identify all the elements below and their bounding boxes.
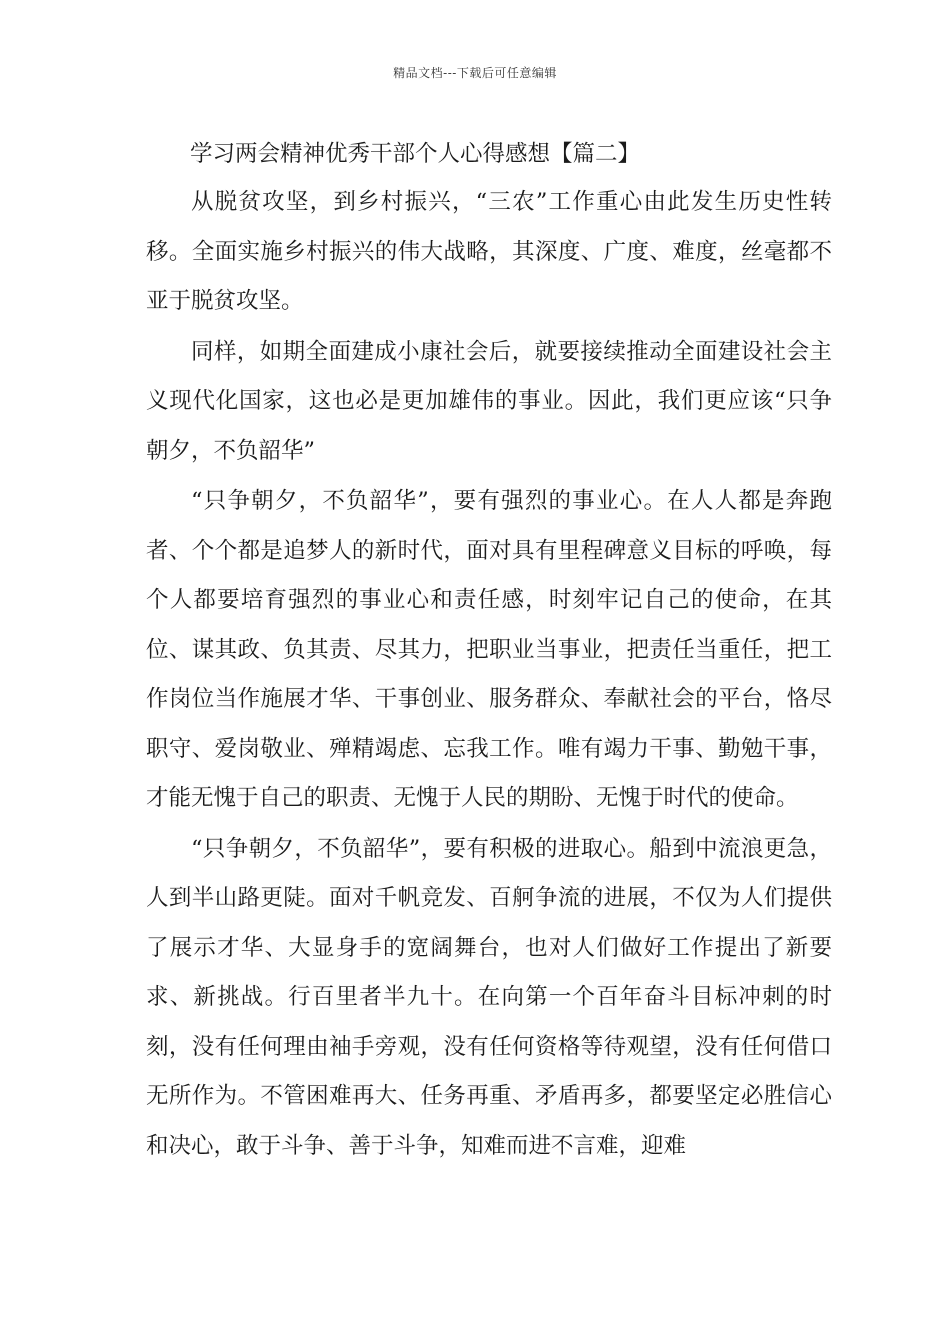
- paragraph: 同样，如期全面建成小康社会后，就要接续推动全面建设社会主义现代化国家，这也必是更加雄伟的事业。因此，我们更应该“只争朝夕，不负韶华”: [146, 338, 832, 464]
- paragraph: “只争朝夕，不负韶华”，要有积极的进取心。船到中流浪更急，人到半山路更陡。面对千帆竞发、百舸争流的进展，不仅为人们提供了展示才华、大显身手的宽阔舞台，也对人们做好工作提出了新要求、新挑战。行百里者半九十。在向第一个百年奋斗目标冲刺的时刻，没有任何理由袖手旁观，没有任何资格等待观望，没有任何借口无所作为。不管困难再大、任务再重、矛盾再多，都要坚定必胜信心和决心，敢于斗争、善于斗争，知难而进不言难，迎难: [146, 835, 832, 1159]
- page-header: 精品文档---下载后可任意编辑: [393, 66, 557, 80]
- paragraph: “只争朝夕，不负韶华”，要有强烈的事业心。在人人都是奔跑者、个个都是追梦人的新时代，面对具有里程碑意义目标的呼唤，每个人都要培育强烈的事业心和责任感，时刻牢记自己的使命，在其位、谋其政、负其责、尽其力，把职业当事业，把责任当重任，把工作岗位当作施展才华、干事创业、服务群众、奉献社会的平台，恪尽职守、爱岗敬业、殚精竭虑、忘我工作。唯有竭力干事、勤勉干事，才能无愧于自己的职责、无愧于人民的期盼、无愧于时代的使命。: [146, 488, 832, 811]
- paragraph: 从脱贫攻坚，到乡村振兴，“三农”工作重心由此发生历史性转移。全面实施乡村振兴的伟大战略，其深度、广度、难度，丝毫都不亚于脱贫攻坚。: [146, 189, 832, 314]
- document-title: 学习两会精神优秀干部个人心得感想【篇二】: [190, 141, 641, 167]
- document-body: [146, 132, 832, 1172]
